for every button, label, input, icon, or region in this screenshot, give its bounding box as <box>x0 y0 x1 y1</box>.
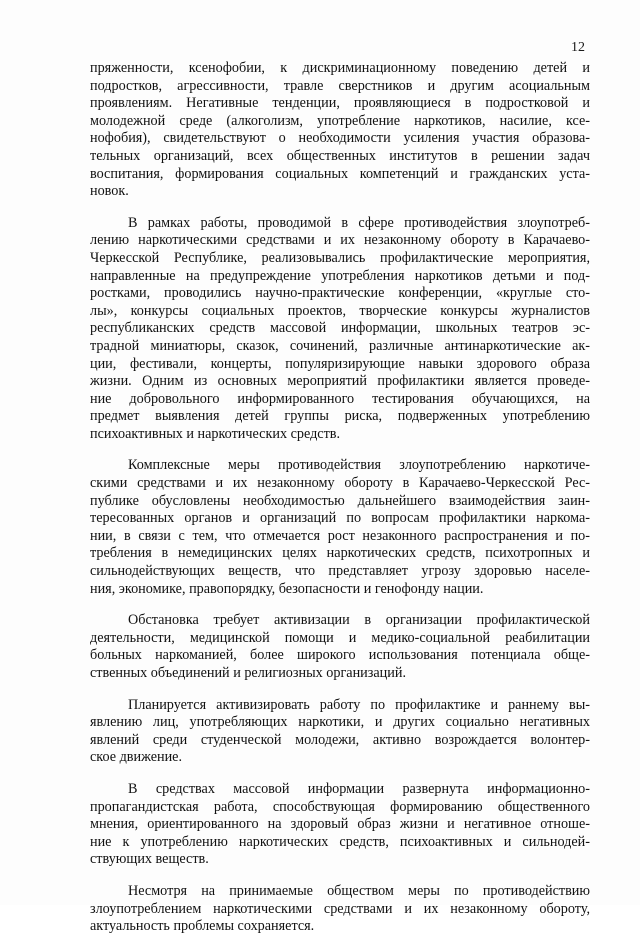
text-line: традной миниатюры, сказок, сочинений, различные антинаркотические ак- <box>90 337 590 354</box>
text-line: Обстановка требует активизации в организации профилактической <box>128 612 590 629</box>
text-line: нофобия), свидетельствуют о необходимости усиления участия образова- <box>90 130 590 147</box>
text-line: лы», конкурсы социальных проектов, творческие конкурсы журналистов <box>90 302 590 319</box>
text-line: ния, экономике, правопорядку, безопасности и генофонду нации. <box>90 580 484 597</box>
text-line: проявлениям. Негативные тенденции, проявляющиеся в подростковой и <box>90 95 590 112</box>
text-line: требления в немедицинских целях наркотических средств, психотропных и <box>90 545 590 562</box>
text-line: подростков, агрессивности, травле сверстников и другим асоциальным <box>90 77 590 94</box>
text-line: республиканских средств массовой информации, школьных театров эс- <box>90 320 590 337</box>
text-line: ции, фестивали, концерты, популяризирующие навыки здорового образа <box>90 355 590 372</box>
text-line: явлению лиц, употребляющих наркотики, и других социально негативных <box>90 714 590 731</box>
text-line: жизни. Одним из основных мероприятий профилактики является проведе- <box>90 373 590 390</box>
text-line: предмет выявления детей группы риска, подверженных употреблению <box>90 408 590 425</box>
text-line: больных наркоманией, более широкого использования потенциала обще- <box>90 647 590 664</box>
text-line: В рамках работы, проводимой в сфере противодействия злоупотреб- <box>128 214 590 231</box>
text-line: публике обусловлены необходимостью дальнейшего взаимодействия заин- <box>90 492 590 509</box>
text-line: ростками, проводились научно-практические конференции, «круглые сто- <box>90 285 590 302</box>
document-body <box>90 60 590 936</box>
paragraph-4 <box>90 612 590 682</box>
text-line: пропагандистская работа, способствующая формированию общественного <box>90 798 590 815</box>
text-line: сильнодействующих веществ, что представляет угрозу здоровью населе- <box>90 563 590 580</box>
page-number: 12 <box>571 40 585 55</box>
text-line: деятельности, медицинской помощи и медико-социальной реабилитации <box>90 629 590 646</box>
text-line: молодежной среде (алкоголизм, употребление наркотиков, насилие, ксе- <box>90 112 590 129</box>
text-line: Комплексные меры противодействия злоупотреблению наркотиче- <box>128 457 590 474</box>
text-line: ние к употреблению наркотических средств, психоактивных и сильнодей- <box>90 833 590 850</box>
text-line: Несмотря на принимаемые обществом меры по противодействию <box>128 882 590 899</box>
text-line: пряженности, ксенофобии, к дискриминационному поведению детей и <box>90 60 590 76</box>
paragraph-5 <box>90 697 590 767</box>
text-line: Черкесской Республике, реализовывались профилактические мероприятия, <box>90 249 590 266</box>
text-line: ние добровольного информированного тестирования обучающихся, на <box>90 390 590 407</box>
text-line: ское движение. <box>90 749 183 766</box>
paragraph-6 <box>90 781 590 869</box>
text-line: ственных объединений и религиозных организаций. <box>90 665 406 681</box>
text-line: злоупотреблением наркотическими средствами и их незаконному обороту, <box>90 900 590 917</box>
paragraph-2 <box>90 215 590 444</box>
text-line: психоактивных и наркотических средств. <box>90 425 341 442</box>
text-line: тельных организаций, всех общественных институтов в решении задач <box>90 147 590 164</box>
text-line: новок. <box>90 183 129 200</box>
text-line: воспитания, формирования социальных компетенций и гражданских уста- <box>90 165 590 182</box>
text-line: тересованных органов и организаций по вопросам профилактики наркома- <box>90 510 590 527</box>
text-line: скими средствами и их незаконному обороту в Карачаево-Черкесской Рес- <box>90 475 590 492</box>
text-line: мнения, ориентированного на здоровый образ жизни и негативное отноше- <box>90 816 590 833</box>
text-line: актуальность проблемы сохраняется. <box>90 918 315 935</box>
text-line: лению наркотическими средствами и их незаконному обороту в Карачаево- <box>90 232 590 249</box>
text-line: нии, в связи с тем, что отмечается рост незаконного распространения и по- <box>90 527 590 544</box>
text-line: ствующих веществ. <box>90 851 209 868</box>
text-line: Планируется активизировать работу по профилактике и раннему вы- <box>128 696 590 713</box>
paragraph-3 <box>90 457 590 598</box>
text-line: В средствах массовой информации развернута информационно- <box>128 780 590 797</box>
text-line: явлений среди студенческой молодежи, активно возрождается волонтер- <box>90 731 590 748</box>
paragraph-7 <box>90 883 590 936</box>
text-line: направленные на предупреждение употребления наркотиков детьми и под- <box>90 267 590 284</box>
paragraph-1 <box>90 60 590 201</box>
